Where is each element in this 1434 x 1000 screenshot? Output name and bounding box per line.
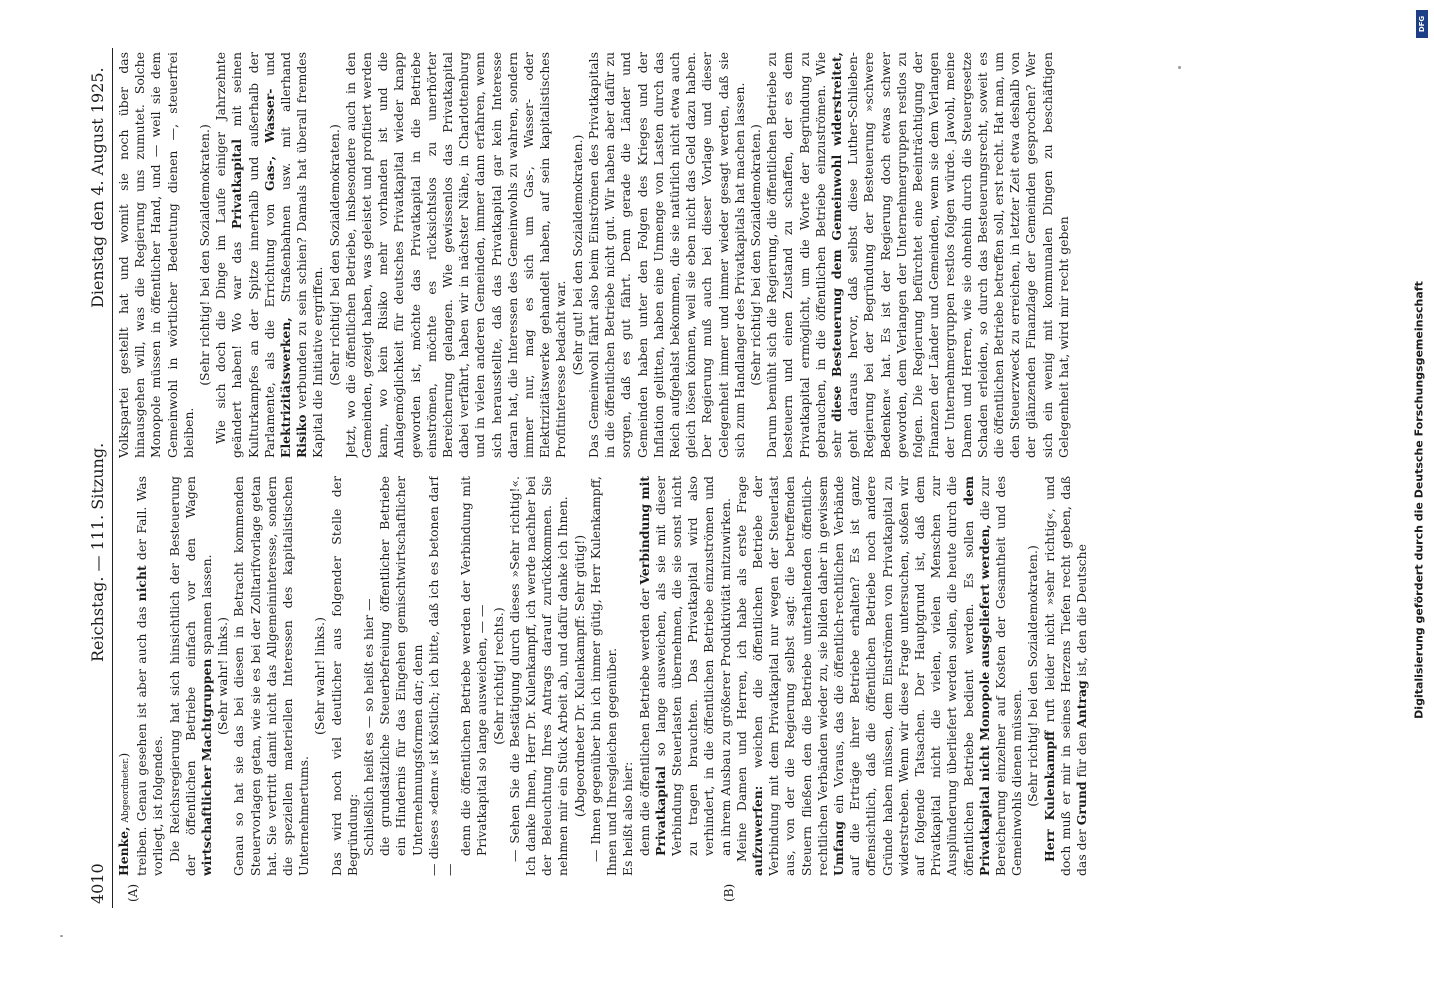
paragraph: Darum bemüht sich die Regierung, die öffentlichen Betriebe zu besteuern und einen Zustand zu schaffen, der es dem Privatkapital ermöglicht, um die Worte der Begründung zu gebrauchen, in die öffentlichen Betriebe einzuströmen. Wie sehr diese Besteuerung dem Gemeinwohl widerstreitet, geht daraus hervor, daß selbst diese Luther-Schlieben-Regierung bei der Begründung der Besteuerung »schwere Bedenken« hat. Es ist der Regierung doch etwas schwer geworden, dem Verlangen der Unternehmergruppen restlos zu folgen. Die Regierung befürchtet eine Beeinträchtigung der Finanzen der Länder und Gemeinden, wenn sie dem Verlangen der Unternehmergruppen restlos folgen würde. Jawohl, meine Damen und Herren, wie sie ohnehin durch die Steuergesetze Schaden erleiden, so durch das Besteuerungsrecht, soweit es die öffentlichen Betriebe betreffen soll, erst recht. Hat man, um den Steuerzweck zu erreichen, in letzter Zeit etwa deshalb von der glänzenden Finanzlage der Gemeinden gesprochen? Wer sich ein wenig mit kommunalen Dingen zu beschäftigen Gelegenheit hat, wird mir recht geben: [764, 52, 1071, 458]
session-title: Reichstag. — 111. Sitzung.: [88, 442, 107, 662]
paragraph: Die Reichsregierung hat sich hinsichtlich der Besteuerung der öffentlichen Betriebe einfach vor den Wagen wirtschaftlicher Machtgruppen spannen lassen.: [166, 476, 215, 876]
paragraph: (Sehr gut! bei den Sozialdemokraten.): [569, 134, 585, 376]
paragraph: Wie sich doch die Dinge im Laufe einiger Jahrzehnte geändert haben! Wo war das Privatkapital mit seinen Kulturkampfes an der Spitze innerhalb und außerhalb der Parlamente, als die Errichtung von Gas-, Wasser- und Elektrizitätswerken, Straßenbahnen usw. mit allerhand Risiko verbunden zu sein schien? Damals hat überall fremdes Kapital die Initiative ergriffen.: [213, 52, 326, 458]
paragraph: Herr Kulenkampff ruft leider nicht »sehr richtig«, und doch muß er mir in seines Herzens Tiefen recht geben, daß das der Grund für den Antrag ist, den die Deutsche: [1041, 476, 1089, 876]
scan-speck: [60, 935, 63, 937]
paragraph: (Sehr richtig! bei den Sozialdemokraten.): [197, 124, 213, 386]
newspaper-page: [82, 48, 1342, 908]
paragraph: Henke, Abgeordneter.): [116, 752, 131, 876]
margin-marker-a: (A): [126, 883, 140, 902]
paragraph: Meine Damen und Herren, ich habe als erste Frage aufzuwerfen: weichen die öffentlichen Betriebe der Verbindung mit dem Privatkapital nur wegen der Steuerlast aus, von der die Regierung selbst sagt: die betreffenden Steuern fließen den die Betriebe unterhaltenden öffentlich-rechtlichen Verbänden wieder zu, sie bilden daher in gewissem Umfang ein Voraus, das die öffentlich-rechtlichen Verbände auf die Erträge ihrer Betriebe erhalten? Es ist ganz offensichtlich, daß die öffentlichen Betriebe noch andere Gründe haben müssen, dem Einströmen von Privatkapital zu widerstreben. Wenn wir diese Frage untersuchen, stoßen wir auf folgende Tatsachen. Der Hauptgrund ist, daß dem Privatkapital nicht die vielen, vielen Menschen zur Ausplünderung überliefert werden sollen, die heute durch die öffentlichen Betriebe bedient werden. Es sollen dem Privatkapital nicht Monopole ausgeliefert werden, die zur Bereicherung einzelner auf Kosten der Gesamtheit und des Gemeinwohls dienen müssen.: [733, 476, 1025, 876]
paragraph: (Sehr wahr! links.): [312, 617, 328, 735]
paragraph: Genau so hat sie das bei diesen in Betracht kommenden Steuervorlagen getan, wie sie es bei der Zolltarifvorlage getan hat. Sie vertritt damit nicht das Allgemeininteresse, sondern die speziellen materiellen Interessen des kapitalistischen Unternehmertums.: [231, 476, 312, 876]
paragraph: (Abgeordneter Dr. Kulenkampff: Sehr gütig!): [571, 534, 587, 818]
issue-date: Dienstag den 4. August 1925.: [88, 67, 107, 308]
text-column-left: [116, 476, 1342, 876]
text-column-right: [116, 52, 1342, 458]
paragraph: Jetzt, wo die öffentlichen Betriebe, insbesondere auch in den Gemeinden, gezeigt haben, was geleistet und profitiert werden kann, wo kein Risiko mehr vorhanden ist und die Anlagemöglichkeit für deutsches Privatkapital wieder knapp geworden ist, möchte das Privatkapital in die Betriebe einströmen, möchte es rücksichtslos zu unerhörter Bereicherung gelangen. Wie gewissenlos das Privatkapital dabei verfährt, haben wir in nächster Nähe, in Charlottenburg und in vielen anderen Gemeinden, immer dann erfahren, wenn sich herausstellte, daß das Privatkapital gar kein Interesse daran hat, die Interessen des Gemeinwohls zu wahren, sondern immer nur, mag es sich um Gas-, Wasser- oder Elektrizitätswerke gehandelt haben, auf sein kapitalistisches Profitinteresse bedacht war.: [342, 52, 569, 458]
margin-marker-b: (B): [722, 883, 736, 902]
scan-speck: [1178, 66, 1181, 69]
paragraph: Es heißt also hier:: [620, 761, 636, 876]
paragraph: Das Gemeinwohl fährt also beim Einströmen des Privatkapitals in die öffentlichen Betriebe nicht gut. Wir haben aber dafür zu sorgen, daß es gut fährt. Denn gerade die Länder und Gemeinden haben unter den Folgen des Krieges und der Inflation gelitten, haben eine Unmenge von Lasten durch das Reich aufgehalst bekommen, die sie natürlich nicht etwa auch gleich lösen können, weil sie eben nicht das Geld dazu haben. Der Regierung muß auch bei dieser Vorlage und dieser Gelegenheit immer und immer wieder gesagt werden, daß sie sich zum Handlanger des Privatkapitals hat machen lassen.: [585, 52, 747, 458]
paragraph: — Sehen Sie die Bestätigung durch dieses »Sehr richtig!«. Ich danke Ihnen, Herr Dr. Kulenkampff, ich werde nachher bei der Beleuchtung Ihres Antrags darauf zurückkommen. Sie nehmen mir ein Stück Arbeit ab, und dafür danke ich Ihnen.: [506, 476, 571, 876]
page-number: 4010: [88, 863, 107, 904]
running-head: [82, 48, 113, 908]
paragraph: Das wird noch viel deutlicher aus folgender Stelle der Begründung:: [328, 476, 360, 876]
paragraph: treiben. Genau gesehen ist aber auch das nicht der Fall. Was vorliegt, ist folgendes.: [134, 476, 166, 876]
paragraph: — Ihnen gegenüber bin ich immer gütig, Herr Kulenkampff, Ihnen und Ihresgleichen gegenüber.: [587, 476, 620, 876]
paragraph: — dieses »denn« ist köstlich; ich bitte, daß ich es betonen darf —: [425, 476, 458, 876]
paragraph: (Sehr richtig! bei den Sozialdemokraten.): [747, 124, 763, 386]
paragraph: denn die öffentlichen Betriebe werden der Verbindung mit Privatkapital so lange ausweichen, als sie mit dieser Verbindung Steuerlasten übernehmen, die sie sonst nicht zu tragen brauchten. Das Privatkapital wird also verhindert, in die öffentlichen Betriebe einzuströmen und an ihrem Ausbau zu größerer Produktivität mitzuwirken.: [636, 476, 733, 856]
digitization-credit: Digitalisierung gefördert durch die Deutsche Forschungsgemeinschaft: [1412, 281, 1426, 719]
paragraph: Schließlich heißt es — so heißt es hier —: [361, 598, 377, 856]
paragraph: (Sehr richtig! bei den Sozialdemokraten.): [1025, 545, 1041, 807]
paragraph: (Sehr richtig! rechts.): [490, 607, 506, 745]
paragraph: die grundsätzliche Steuerbefreiung öffentlicher Betriebe ein Hindernis für das Eingehen gemischtwirtschaftlicher Unternehmungsformen dar; denn: [377, 476, 425, 856]
dfg-logo: DFG: [1416, 10, 1428, 38]
paragraph: Volkspartei gestellt hat und womit sie noch über das hinausgehen will, was die Regierung uns zumutet. Solche Monopole müssen in öffentlicher Hand, und — weil sie dem Gemeinwohl in wörtlicher Bedeutung dienen —, steuerfrei bleiben.: [116, 52, 196, 458]
paragraph: denn die öffentlichen Betriebe werden der Verbindung mit Privatkapital so lange ausweichen, — —: [458, 476, 490, 856]
paragraph: (Sehr wahr! links.): [215, 617, 231, 735]
paragraph: (Sehr richtig! bei den Sozialdemokraten.): [326, 124, 342, 386]
